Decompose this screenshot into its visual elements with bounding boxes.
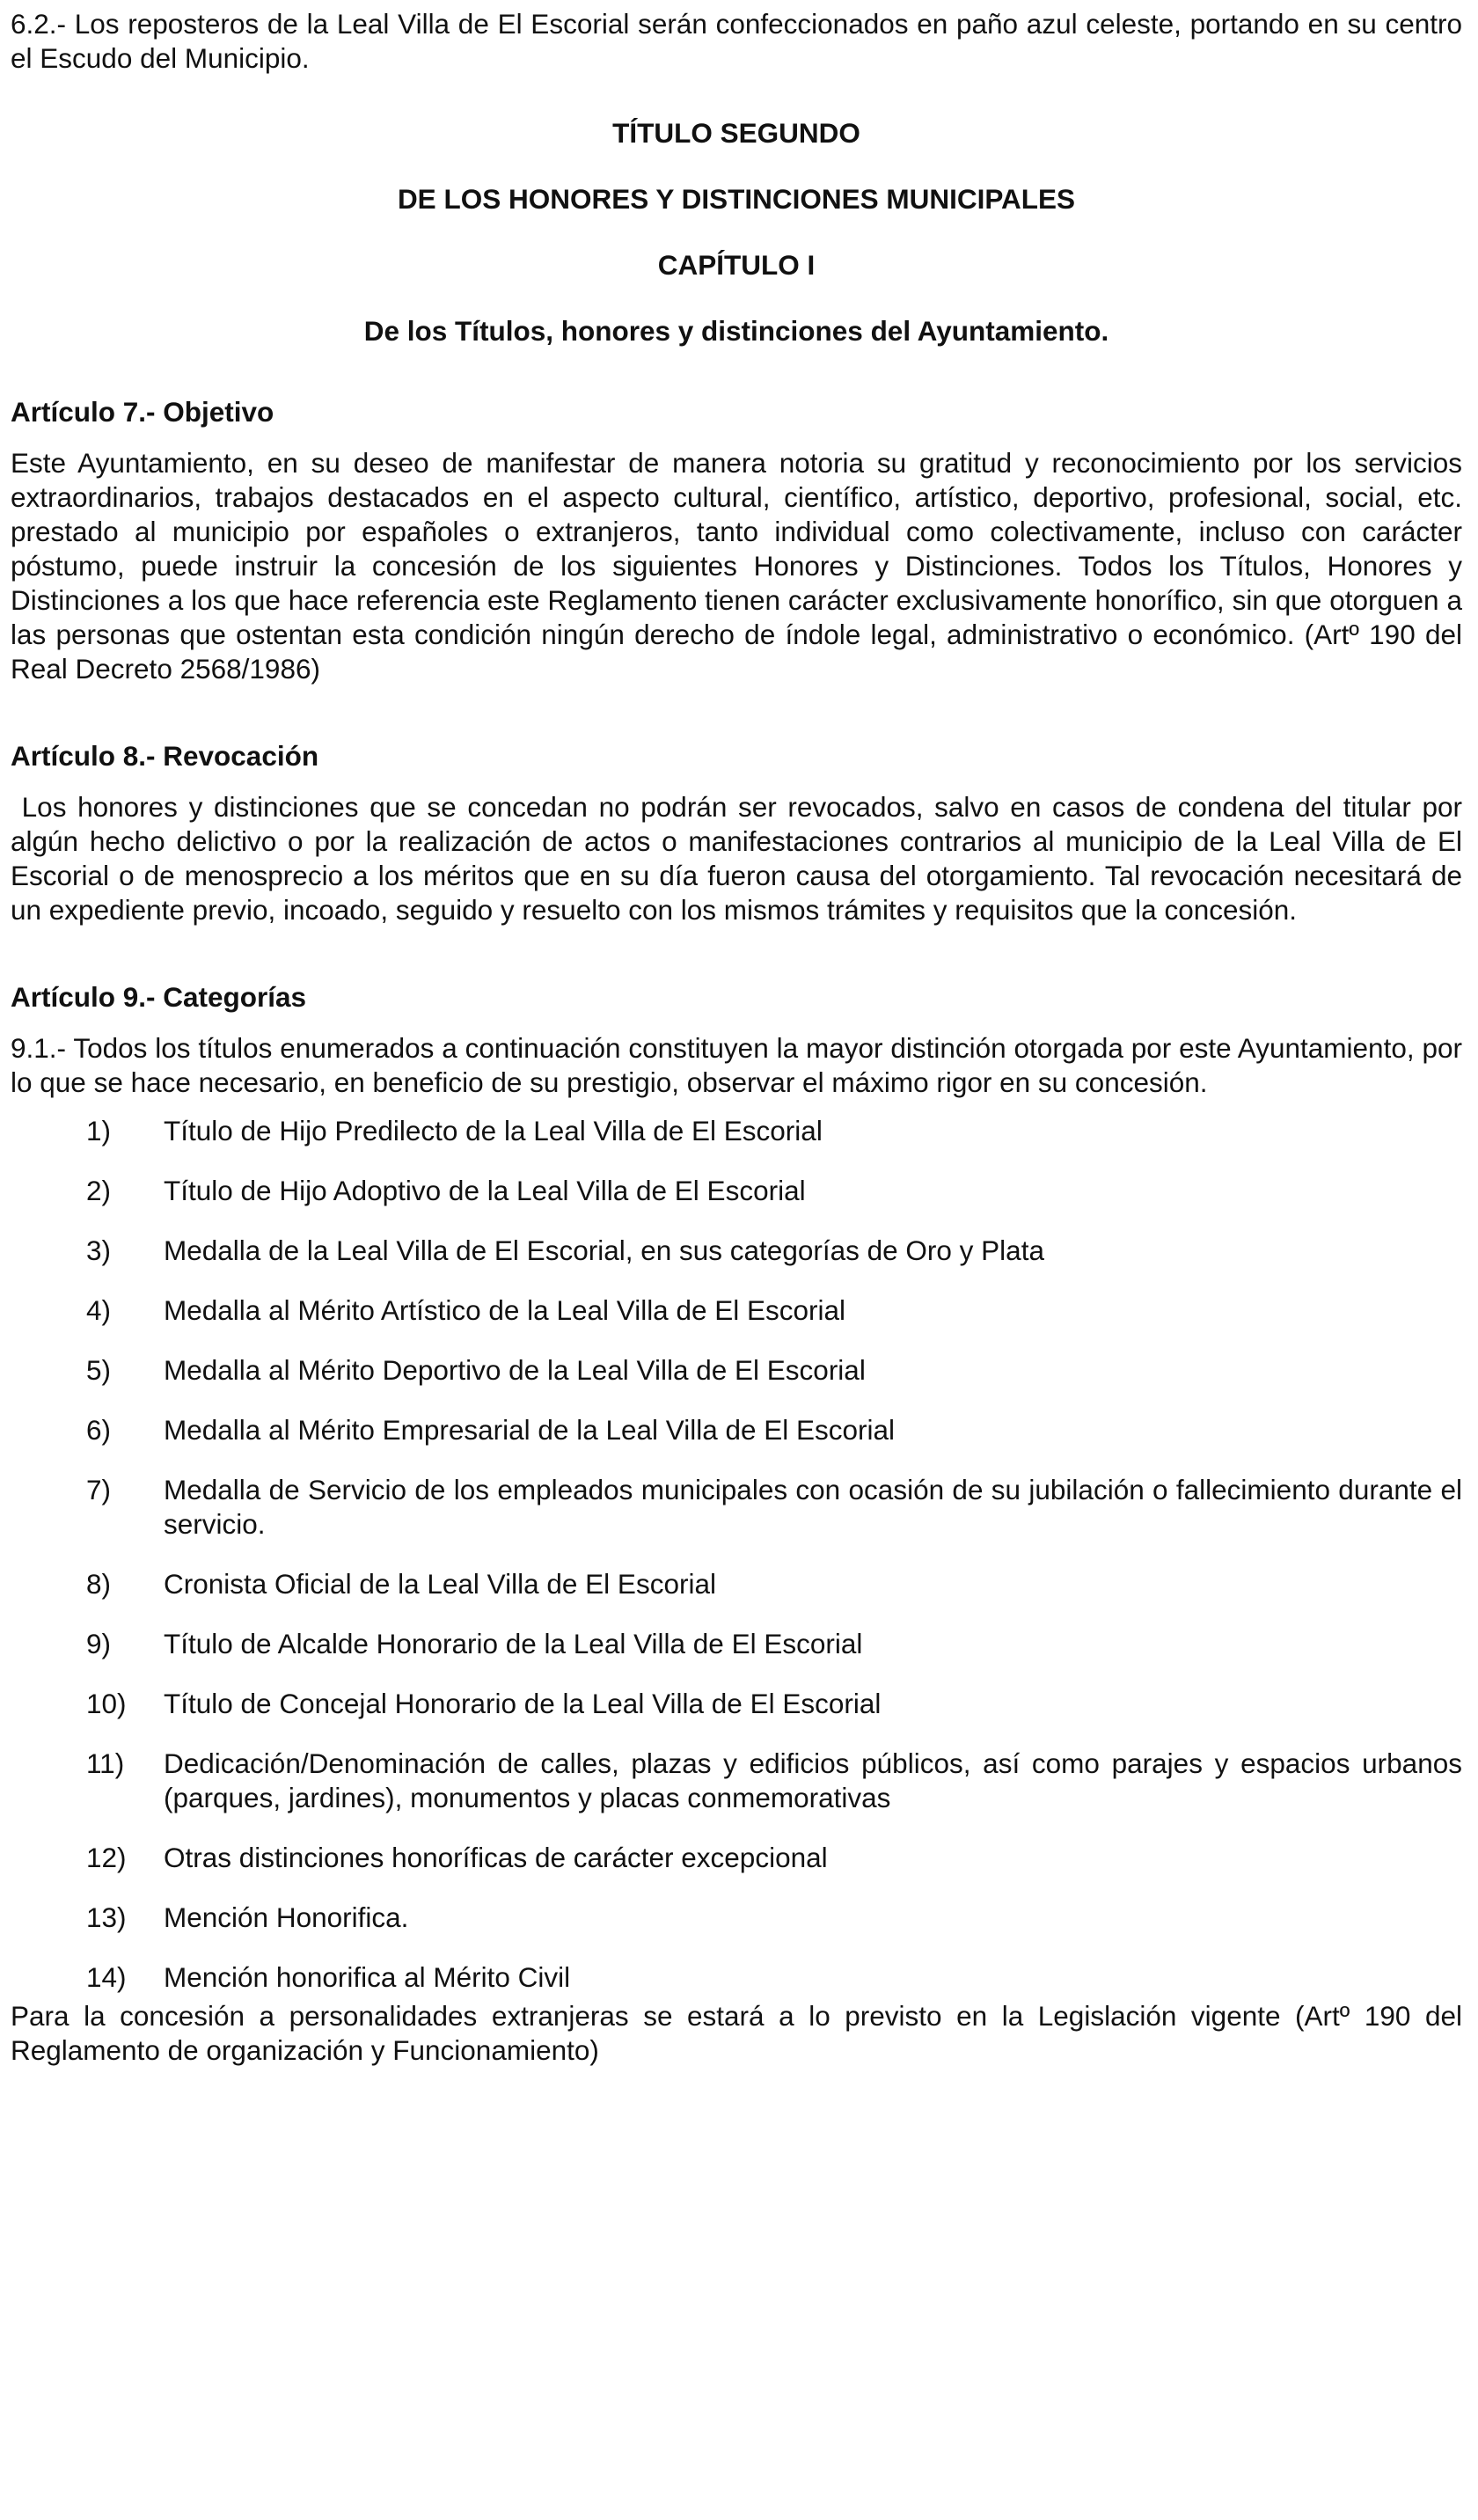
article-7-body: Este Ayuntamiento, en su deseo de manifestar de manera notoria su gratitud y reconocimiento por los servicios extraordinarios, trabajos destacados en el aspecto cultural, científico, artístico, deportivo, profesional, social, etc. prestado al municipio por españoles o extranjeros, tanto individual como colectivamente, incluso con carácter póstumo, puede instruir la concesión de los siguientes Honores y Distinciones. Todos los Títulos, Honores y Distinciones a los que hace referencia este Reglamento tienen carácter exclusivamente honorífico, sin que otorguen a las personas que ostentan esta condición ningún derecho de índole legal, administrativo o económico. (Artº 190 del Real Decreto 2568/1986) [11,447,1462,685]
list-item [11,1353,1462,1388]
list-item-number: 11) [86,1747,125,1779]
document-page [11,7,1470,2068]
list-item [11,1473,1462,1542]
list-item-text: Título de Hijo Predilecto de la Leal Villa de El Escorial [164,1115,823,1146]
list-item-number: 13) [86,1901,127,1933]
list-item [11,1747,1462,1815]
list-item-number: 5) [86,1354,112,1386]
chapter-title: De los Títulos, honores y distinciones del Ayuntamiento. [363,315,1109,347]
list-item [11,1413,1462,1447]
list-item-number: 14) [86,1961,127,1993]
list-item-text: Otras distinciones honoríficas de carácter excepcional [164,1842,828,1873]
article-9-intro: 9.1.- Todos los títulos enumerados a continuación constituyen la mayor distinción otorgada por este Ayuntamiento, por lo que se hace necesario, en beneficio de su prestigio, observar el máximo rigor en su concesión. [11,1032,1462,1098]
list-item-text: Medalla de Servicio de los empleados municipales con ocasión de su jubilación o fallecimiento durante el servicio. [164,1474,1462,1540]
section-6-2-paragraph: 6.2.- Los reposteros de la Leal Villa de El Escorial serán confeccionados en paño azul celeste, portando en su centro el Escudo del Municipio. [11,8,1462,74]
list-item-text: Dedicación/Denominación de calles, plazas y edificios públicos, así como parajes y espacios urbanos (parques, jardines), monumentos y placas conmemorativas [164,1747,1462,1813]
list-item [11,1174,1462,1208]
list-item-text: Título de Hijo Adoptivo de la Leal Villa de El Escorial [164,1175,806,1206]
list-item-number: 10) [86,1688,127,1719]
list-item-text: Medalla al Mérito Deportivo de la Leal Villa de El Escorial [164,1354,866,1386]
list-item [11,1841,1462,1875]
list-item [11,1960,1462,1995]
list-item [11,1293,1462,1328]
list-item-number: 8) [86,1568,112,1600]
list-item-text: Medalla al Mérito Artístico de la Leal Villa de El Escorial [164,1294,846,1326]
list-item-number: 12) [86,1842,127,1873]
titulo-heading: TÍTULO SEGUNDO [612,117,860,149]
article-7-title: Artículo 7.- Objetivo [11,396,274,428]
article-8-title: Artículo 8.- Revocación [11,740,319,772]
list-item-number: 3) [86,1234,112,1266]
list-item-number: 1) [86,1115,112,1146]
list-item-number: 7) [86,1474,112,1505]
list-item [11,1901,1462,1935]
list-item-number: 2) [86,1175,112,1206]
list-item [11,1114,1462,1148]
list-item-text: Mención Honorifica. [164,1901,409,1933]
article-9-closing: Para la concesión a personalidades extranjeras se estará a lo previsto en la Legislación vigente (Artº 190 del Reglamento de organización y Funcionamiento) [11,2000,1462,2066]
list-item-text: Medalla al Mérito Empresarial de la Leal Villa de El Escorial [164,1414,896,1446]
chapter-heading: CAPÍTULO I [657,249,816,281]
list-item [11,1567,1462,1601]
list-item-number: 6) [86,1414,112,1446]
titulo-subtitle: DE LOS HONORES Y DISTINCIONES MUNICIPALES [397,183,1076,215]
categories-list [11,1114,1462,1995]
list-item-text: Medalla de la Leal Villa de El Escorial, en sus categorías de Oro y Plata [164,1234,1044,1266]
list-item-text: Cronista Oficial de la Leal Villa de El Escorial [164,1568,716,1600]
list-item-number: 4) [86,1294,112,1326]
list-item-number: 9) [86,1628,112,1659]
article-8-body: Los honores y distinciones que se concedan no podrán ser revocados, salvo en casos de condena del titular por algún hecho delictivo o por la realización de actos o manifestaciones contrarios al municipio de la Leal Villa de El Escorial o de menosprecio a los méritos que en su día fueron causa del otorgamiento. Tal revocación necesitará de un expediente previo, incoado, seguido y resuelto con los mismos trámites y requisitos que la concesión. [11,791,1470,926]
list-item [11,1627,1462,1661]
list-item [11,1687,1462,1721]
list-item [11,1234,1462,1268]
article-9-title: Artículo 9.- Categorías [11,981,307,1013]
list-item-text: Mención honorifica al Mérito Civil [164,1961,571,1993]
list-item-text: Título de Concejal Honorario de la Leal Villa de El Escorial [164,1688,882,1719]
list-item-text: Título de Alcalde Honorario de la Leal Villa de El Escorial [164,1628,863,1659]
